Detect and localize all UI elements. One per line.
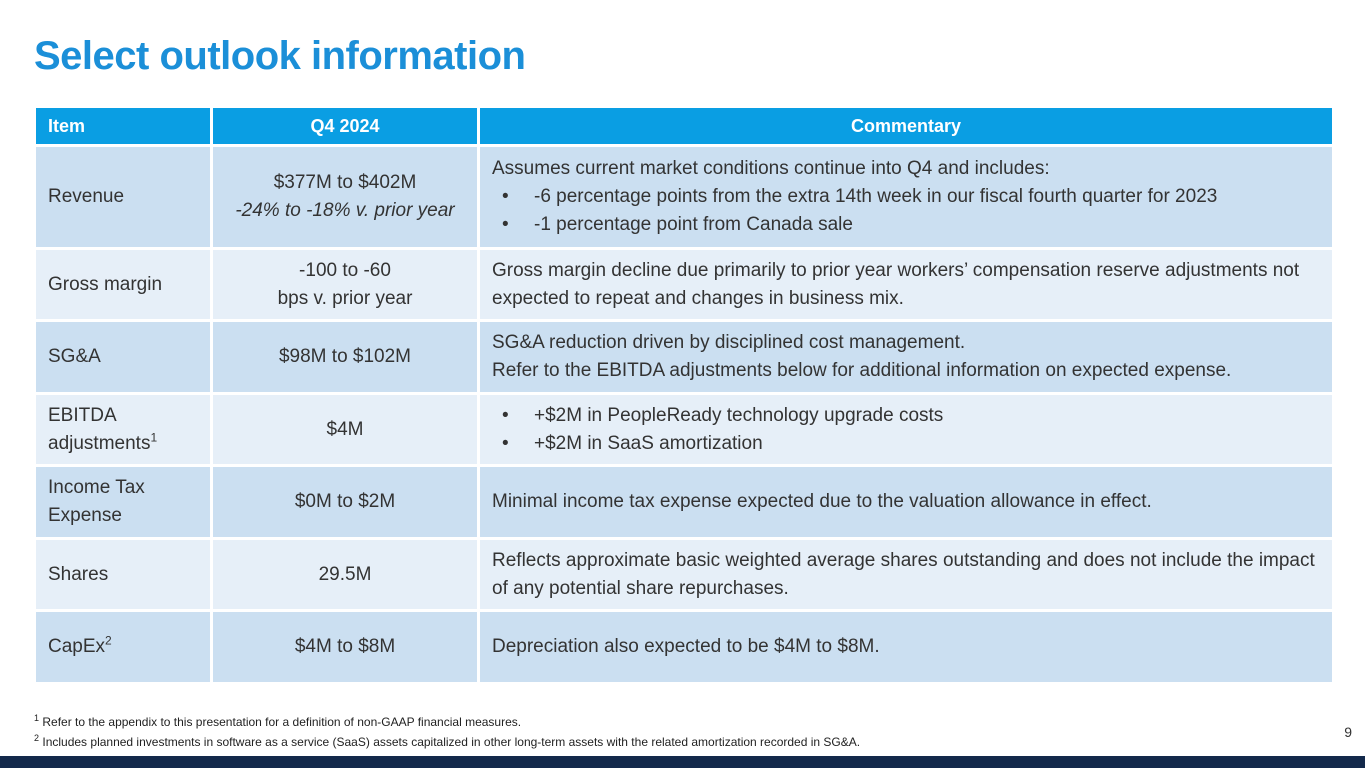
- bullet-icon: •: [502, 404, 509, 426]
- header-commentary: Commentary: [479, 107, 1334, 146]
- item-cell: EBITDA adjustments$^1$: [35, 394, 212, 466]
- q4-cell: $98M to $102M: [212, 321, 479, 394]
- table-row-revenue: [35, 146, 1334, 249]
- commentary-intro: Assumes current market conditions continue into Q4 and includes:: [492, 158, 1050, 179]
- footer-bar: [0, 756, 1365, 768]
- footnote-marker: 2: [34, 733, 40, 743]
- outlook-table: [33, 105, 1335, 685]
- bullet-icon: •: [502, 186, 509, 207]
- table-header-row: [35, 107, 1334, 146]
- q4-change: bps v. prior year: [277, 287, 413, 309]
- item-cell: Shares: [35, 539, 212, 611]
- footnote-marker: 1: [34, 713, 40, 723]
- commentary-line: SG&A reduction driven by disciplined cost management.: [492, 332, 966, 353]
- footnote: $^2$ Includes planned investments in software as a service (SaaS) assets capitalized in other long-term assets with the related amortization recorded in SG&A.: [34, 733, 861, 749]
- q4-cell: [212, 249, 479, 321]
- commentary-cell: Minimal income tax expense expected due to the valuation allowance in effect.: [479, 466, 1334, 539]
- footnote: $^1$ Refer to the appendix to this presentation for a definition of non-GAAP financial measures.: [34, 713, 522, 729]
- bullet-item: • -1 percentage point from Canada sale: [492, 211, 1320, 239]
- bullet-item: • +$2M in SaaS amortization: [492, 430, 1320, 458]
- item-cell: Revenue: [35, 146, 212, 249]
- q4-cell: $0M to $2M: [212, 466, 479, 539]
- table-row-capex: [35, 611, 1334, 684]
- table-row-sga: [35, 321, 1334, 394]
- q4-value: $377M to $402M: [273, 172, 417, 193]
- bullet-icon: •: [502, 432, 509, 454]
- table-row-shares: [35, 539, 1334, 611]
- bullet-item: • +$2M in PeopleReady technology upgrade costs: [492, 402, 1320, 430]
- page-title: Select outlook information: [34, 34, 526, 78]
- bullet-item: • -6 percentage points from the extra 14th week in our fiscal fourth quarter for 2023: [492, 183, 1320, 211]
- commentary-cell: Reflects approximate basic weighted average shares outstanding and does not include the impact of any potential share repurchases.: [479, 539, 1334, 611]
- footnotes: [34, 710, 860, 750]
- q4-cell: $4M: [212, 394, 479, 466]
- commentary-cell: Gross margin decline due primarily to prior year workers’ compensation reserve adjustments not expected to repeat and changes in business mix.: [479, 249, 1334, 321]
- q4-cell: [212, 146, 479, 249]
- commentary-cell: Depreciation also expected to be $4M to $8M.: [479, 611, 1334, 684]
- header-q4: Q4 2024: [212, 107, 479, 146]
- table-row-income-tax: [35, 466, 1334, 539]
- bullet-icon: •: [502, 214, 509, 235]
- item-cell: Income Tax Expense: [35, 466, 212, 539]
- q4-change: -24% to -18% v. prior year: [235, 200, 455, 221]
- q4-cell: $4M to $8M: [212, 611, 479, 684]
- commentary-cell: [479, 394, 1334, 466]
- item-cell: SG&A: [35, 321, 212, 394]
- header-item: Item: [35, 107, 212, 146]
- item-cell: CapEx$^2$: [35, 611, 212, 684]
- footnote-marker: 2: [105, 633, 112, 648]
- commentary-cell: [479, 146, 1334, 249]
- footnote-marker: 1: [150, 430, 158, 445]
- commentary-line: Refer to the EBITDA adjustments below for additional information on expected expense.: [492, 360, 1232, 381]
- commentary-cell: [479, 321, 1334, 394]
- table-row-ebitda: [35, 394, 1334, 466]
- q4-cell: 29.5M: [212, 539, 479, 611]
- table-row-gross-margin: [35, 249, 1334, 321]
- page-number: 9: [1344, 724, 1352, 740]
- item-cell: Gross margin: [35, 249, 212, 321]
- q4-value: -100 to -60: [299, 259, 391, 281]
